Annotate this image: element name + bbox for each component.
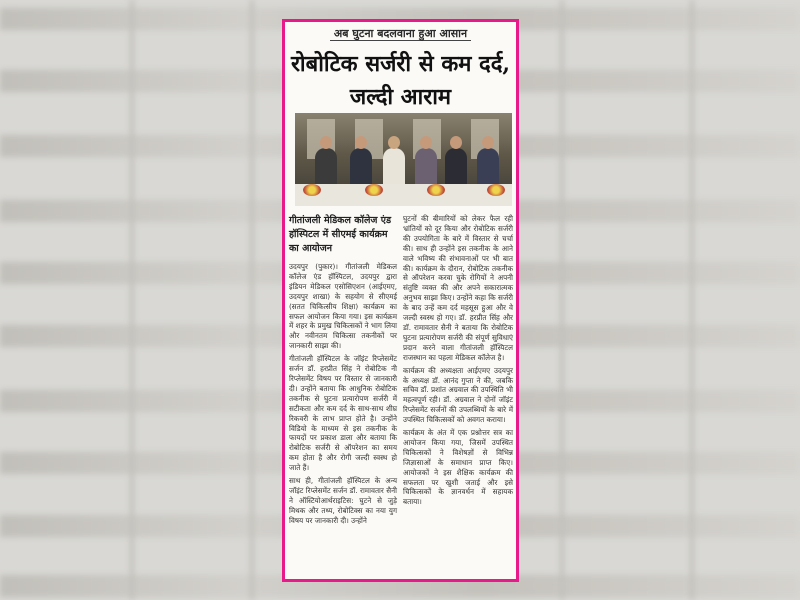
paragraph: गीतांजली हॉस्पिटल के जॉइंट रिप्लेसमेंट सर्जन डॉ. हरप्रीत सिंह ने रोबोटिक नी रिप्लेसमेंट विषय पर विस्तार से जानकारी दी। उन्होंने बताया कि आधुनिक रोबोटिक तकनीक से घुटना प्रत्यारोपण सर्जरी में सटीकता और कम दर्द के साथ-साथ शीघ्र रिकवरी के लाभ प्राप्त होते है। उन्होंने विडियो के माध्यम से इस तकनीक के फायदों पर प्रकाश डाला और बताया कि रोबोटिक सर्जरी से ऑपरेशन का समय कम होता है और रोगी जल्दी स्वस्थ हो जाते हैं। [289, 354, 397, 473]
paragraph: उदयपुर (पुकार)। गीतांजली मेडिकल कॉलेज एंड हॉस्पिटल, उदयपुर द्वारा इंडियन मेडिकल एसोसिएशन (आईएमए, उदयपुर शाखा) के सहयोग से सीएमई (सतत चिकित्सीय शिक्षा) कार्यक्रम का सफल आयोजन किया गया। इस कार्यक्रम में शहर के प्रमुख चिकित्सकों ने भाग लिया और नवीनतम चिकित्सा तकनीकों पर जानकारी साझा की। [289, 262, 397, 351]
article-column-right [403, 214, 513, 507]
newspaper-clipping [282, 19, 519, 582]
paragraph: साथ ही, गीतांजली हॉस्पिटल के अन्य जॉइंट रिप्लेसमेंट सर्जन डॉ. रामावतार सैनी ने ऑस्टियोआर्थराइटिस: घुटने से जुड़े मिथक और तथ्य, रोबोटिक्स का नया युग विषय पर जानकारी दी। उन्होंने [289, 476, 397, 525]
sub-headline: गीतांजली मेडिकल कॉलेज एंड हॉस्पिटल में सीएमई कार्यक्रम का आयोजन [289, 215, 392, 254]
headline: रोबोटिक सर्जरी से कम दर्द, जल्दी आराम [290, 51, 511, 110]
kicker-line: अब घुटना बदलवाना हुआ आसान [285, 26, 516, 41]
paragraph: घुटनों की बीमारियों को लेकर फैल रही भ्रांतियों को दूर किया और रोबोटिक सर्जरी की उपयोगिता के बारे में विस्तार से चर्चा की। साथ ही उन्होंने इस तकनीक के आने वाले भविष्य की संभावनाओं पर भी बात की। कार्यक्रम के दौरान, रोबोटिक तकनीक से ऑपरेशन करवा चुके रोगियों ने अपनी संतुष्टि व्यक्त की और अपने सकारात्मक अनुभव साझा किए। उन्होंने कहा कि सर्जरी के बाद उन्हें कम दर्द महसूस हुआ और वे जल्दी स्वस्थ हो गए। डॉ. हरप्रीत सिंह और डॉ. रामावतार सैनी ने बताया कि रोबोटिक घुटना प्रत्यारोपण सर्जरी की संपूर्ण सुविधाएं प्रदान करने वाला गीतांजली हॉस्पिटल राजस्थान का पहला मेडिकल कॉलेज है। [403, 214, 513, 362]
paragraph: कार्यक्रम के अंत में एक प्रश्नोत्तर सत्र का आयोजन किया गया, जिसमें उपस्थित चिकित्सकों ने विशेषज्ञों से विभिन्न जिज्ञासाओं के समाधान प्राप्त किए। आयोजकों ने इस शैक्षिक कार्यक्रम की सफलता पर खुशी जताई और इसे चिकित्सकों के ज्ञानवर्धन में सहायक बताया। [403, 428, 513, 507]
event-photo [295, 113, 512, 206]
article-column-left [289, 262, 397, 526]
paragraph: कार्यक्रम की अध्यक्षता आईएमए उदयपुर के अध्यक्ष डॉ. आनंद गुप्ता ने की, जबकि सचिव डॉ. प्रशांत अग्रवाल की उपस्थिति भी महत्वपूर्ण रही। डॉ. अग्रवाल ने दोनों जॉइंट रिप्लेसमेंट सर्जनों की उपलब्धियों के बारे में उपस्थित चिकित्सकों को अवगत कराया। [403, 365, 513, 425]
